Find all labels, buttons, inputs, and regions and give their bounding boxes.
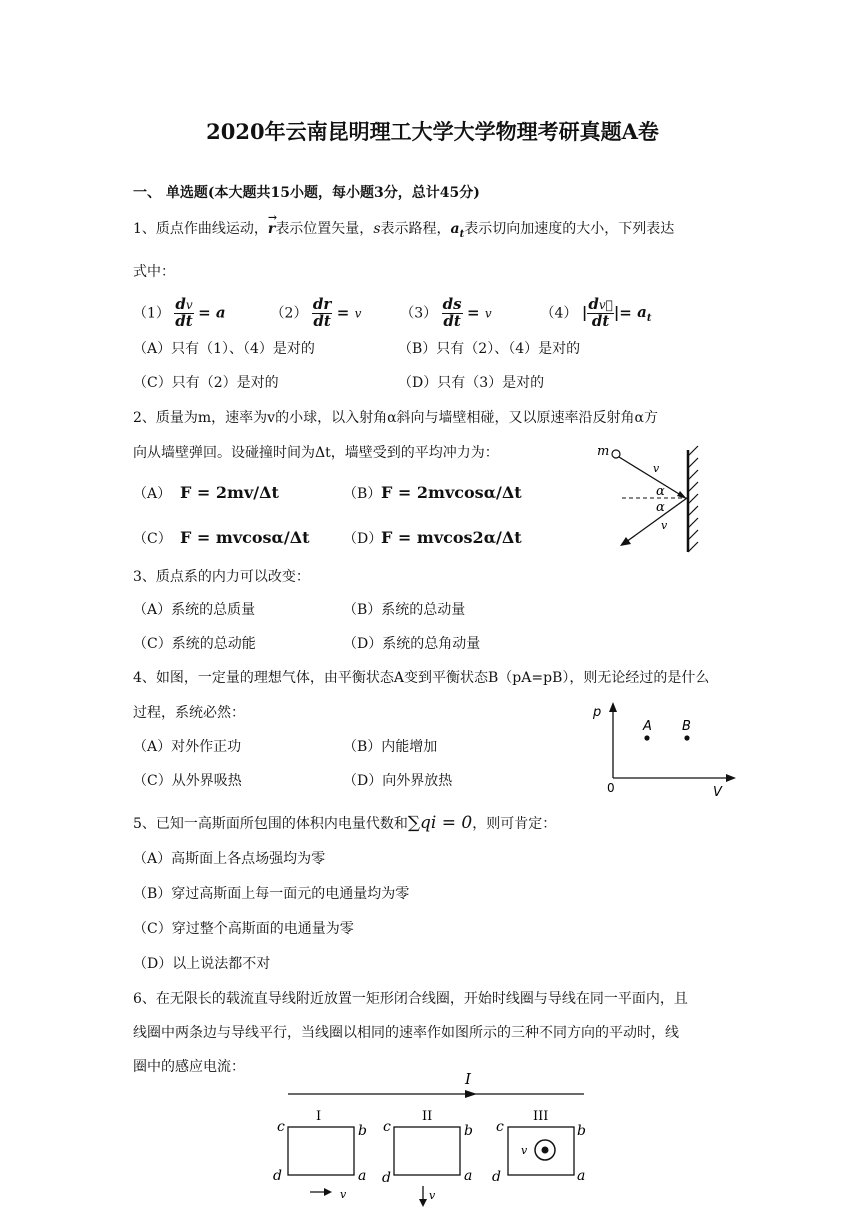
q1-expr2-fraction: $\frac{dr}{dt}$: [312, 295, 332, 330]
current-arrow: [465, 1090, 477, 1098]
loop-1-corner-c: c: [277, 1119, 285, 1135]
q6-line3: 圈中的感应电流：: [133, 1059, 245, 1075]
q2-formula-b: F = 2mvcosα/Δt: [381, 483, 522, 502]
q2-collision-figure: [590, 438, 720, 558]
q3-option-b: （B）系统的总动量: [343, 602, 466, 618]
q2-formula-c: F = mvcosα/Δt: [180, 528, 310, 547]
state-b-label: B: [682, 719, 691, 734]
v-axis-label: V: [713, 785, 722, 800]
q5-option-a: （A）高斯面上各点场强均为零: [133, 851, 326, 867]
state-b-point: [684, 735, 689, 740]
loop-3-corner-a: a: [577, 1168, 586, 1184]
q1-text-c: 表示路程，: [380, 221, 451, 237]
q1-option-b: （B）只有（2）、（4）是对的: [398, 341, 581, 357]
q2-line2: 向从墙壁弹回。设碰撞时间为Δt，墙壁受到的平均冲力为：: [133, 445, 499, 461]
q1-expr3-fraction: $\frac{ds}{dt}$: [442, 295, 462, 330]
state-a-label: A: [643, 719, 652, 734]
q4-line1: 4、如图，一定量的理想气体，由平衡状态A变到平衡状态B（pA=pB），则无论经过的是什么: [133, 670, 710, 686]
q4-pv-diagram: [585, 700, 745, 800]
loop-2-rect: [394, 1127, 460, 1175]
q1-option-c: （C）只有（2）是对的: [133, 375, 279, 391]
q1-sym-s: s: [373, 221, 381, 237]
q2-label-b: （B）: [343, 486, 382, 502]
state-a-point: [644, 735, 649, 740]
q4-line2: 过程，系统必然：: [133, 705, 245, 721]
loop-1-label: I: [316, 1109, 322, 1124]
section-heading: 一、 单选题(本大题共15小题，每小题3分，总计45分): [133, 185, 480, 201]
loop-2-velocity-arrow: [419, 1199, 427, 1207]
q2-label-c: （C）: [133, 531, 172, 547]
q1-line2: 式中：: [133, 264, 175, 280]
current-label: I: [465, 1070, 471, 1088]
q4-option-c: （C）从外界吸热: [133, 773, 242, 789]
loop-1-corner-a: a: [358, 1168, 367, 1184]
loop-2-corner-b: b: [464, 1123, 473, 1139]
q5-option-d: （D）以上说法都不对: [133, 956, 271, 972]
out-of-page-dot: [542, 1147, 549, 1154]
loop-2-corner-d: d: [382, 1170, 391, 1186]
origin-label: 0: [607, 781, 615, 795]
q4-option-b: （B）内能增加: [343, 739, 438, 755]
q1-text-d: 表示切向加速度的大小，下列表达: [464, 221, 675, 237]
loop-3-velocity-label: v: [521, 1144, 528, 1157]
loop-3-rect: [508, 1127, 574, 1175]
incident-path: [619, 457, 684, 497]
q6-loop-figure: [270, 1068, 600, 1218]
q2-formula-d: F = mvcos2α/Δt: [381, 528, 522, 547]
q4-option-d: （D）向外界放热: [343, 773, 453, 789]
q6-line1: 6、在无限长的载流直导线附近放置一矩形闭合线圈，开始时线圈与导线在同一平面内，且: [133, 991, 688, 1007]
loop-1-velocity-arrow: [324, 1188, 332, 1196]
fig-label-m: m: [597, 444, 610, 459]
q3-option-a: （A）系统的总质量: [133, 602, 256, 618]
q1-vector-r: → r: [267, 211, 278, 237]
loop-3-corner-b: b: [577, 1123, 586, 1139]
q5-sum-expression: ∑qi = 0: [407, 813, 473, 833]
loop-1-velocity-label: v: [340, 1188, 347, 1201]
q4-option-a: （A）对外作正功: [133, 739, 242, 755]
q5-option-b: （B）穿过高斯面上每一面元的电通量均为零: [133, 886, 410, 902]
q6-line2: 线圈中两条边与导线平行，当线圈以相同的速率作如图所示的三种不同方向的平动时，线: [133, 1025, 679, 1041]
q1-expressions: （1） $\frac{dv}{dt}$ = a （2） $\frac{dr}{dt}$ = v （3） $\frac{ds}{dt}$ = v （4） | $\frac{dv⃗}{dt}$ |= $a_t$: [133, 295, 652, 330]
fig-label-alpha-1: α: [656, 484, 665, 499]
fig-label-v-in: v: [653, 462, 660, 475]
q1-expr3-label: （3）: [400, 305, 438, 322]
loop-2-corner-a: a: [464, 1168, 473, 1184]
q1-sym-r: r: [267, 221, 276, 237]
p-axis-label: p: [593, 705, 602, 720]
q5-stem: [133, 815, 556, 832]
reflected-arrowhead: [620, 537, 631, 546]
loop-2-corner-c: c: [383, 1119, 391, 1135]
wall-hatching: [688, 446, 698, 552]
q1-expr4-label: （4）: [540, 305, 578, 322]
q5-stem-b: ，则可肯定：: [472, 816, 557, 832]
q1-sym-at: $a_t$: [450, 221, 465, 240]
fig-label-v-out: v: [661, 519, 668, 532]
q1-text-a: 1、质点作曲线运动，: [133, 221, 268, 237]
v-axis-arrow: [726, 774, 736, 782]
page-title: 2020年云南昆明理工大学大学物理考研真题A卷: [206, 119, 659, 144]
q2-formula-a: F = 2mv/Δt: [180, 483, 279, 502]
q5-option-c: （C）穿过整个高斯面的电通量为零: [133, 921, 354, 937]
fig-label-alpha-2: α: [656, 500, 665, 515]
loop-1-corner-b: b: [358, 1123, 367, 1139]
q1-expr1-label: （1）: [133, 305, 170, 322]
loop-2-label: II: [422, 1109, 433, 1124]
q1-option-d: （D）只有（3）是对的: [398, 375, 545, 391]
q1-expr1-fraction: $\frac{dv}{dt}$: [175, 295, 193, 330]
q3-stem: 3、质点系的内力可以改变：: [133, 569, 310, 585]
loop-3-corner-d: d: [492, 1169, 501, 1185]
q1-line1: [133, 211, 675, 240]
q1-expr4-fraction: $\frac{dv⃗}{dt}$: [588, 295, 613, 330]
q2-line1: 2、质量为m，速率为v的小球，以入射角α斜向与墙壁相碰，又以原速率沿反射角α方: [133, 410, 658, 426]
loop-3-corner-c: c: [496, 1119, 504, 1135]
loop-1-corner-d: d: [273, 1168, 282, 1184]
q1-option-a: （A）只有（1）、（4）是对的: [133, 341, 315, 357]
q1-text-b: 表示位置矢量，: [275, 221, 374, 237]
loop-3-label: III: [533, 1109, 549, 1124]
loop-2-velocity-label: v: [429, 1189, 436, 1202]
q3-option-d: （D）系统的总角动量: [343, 636, 481, 652]
p-axis-arrow: [609, 702, 617, 712]
q2-label-d: （D）: [343, 531, 383, 547]
q2-label-a: （A）: [133, 486, 172, 502]
q1-expr2-label: （2）: [270, 305, 308, 322]
ball-circle: [612, 450, 620, 458]
q3-option-c: （C）系统的总动能: [133, 636, 256, 652]
q5-stem-a: 5、已知一高斯面所包围的体积内电量代数和: [133, 816, 408, 832]
loop-1-rect: [288, 1127, 354, 1175]
